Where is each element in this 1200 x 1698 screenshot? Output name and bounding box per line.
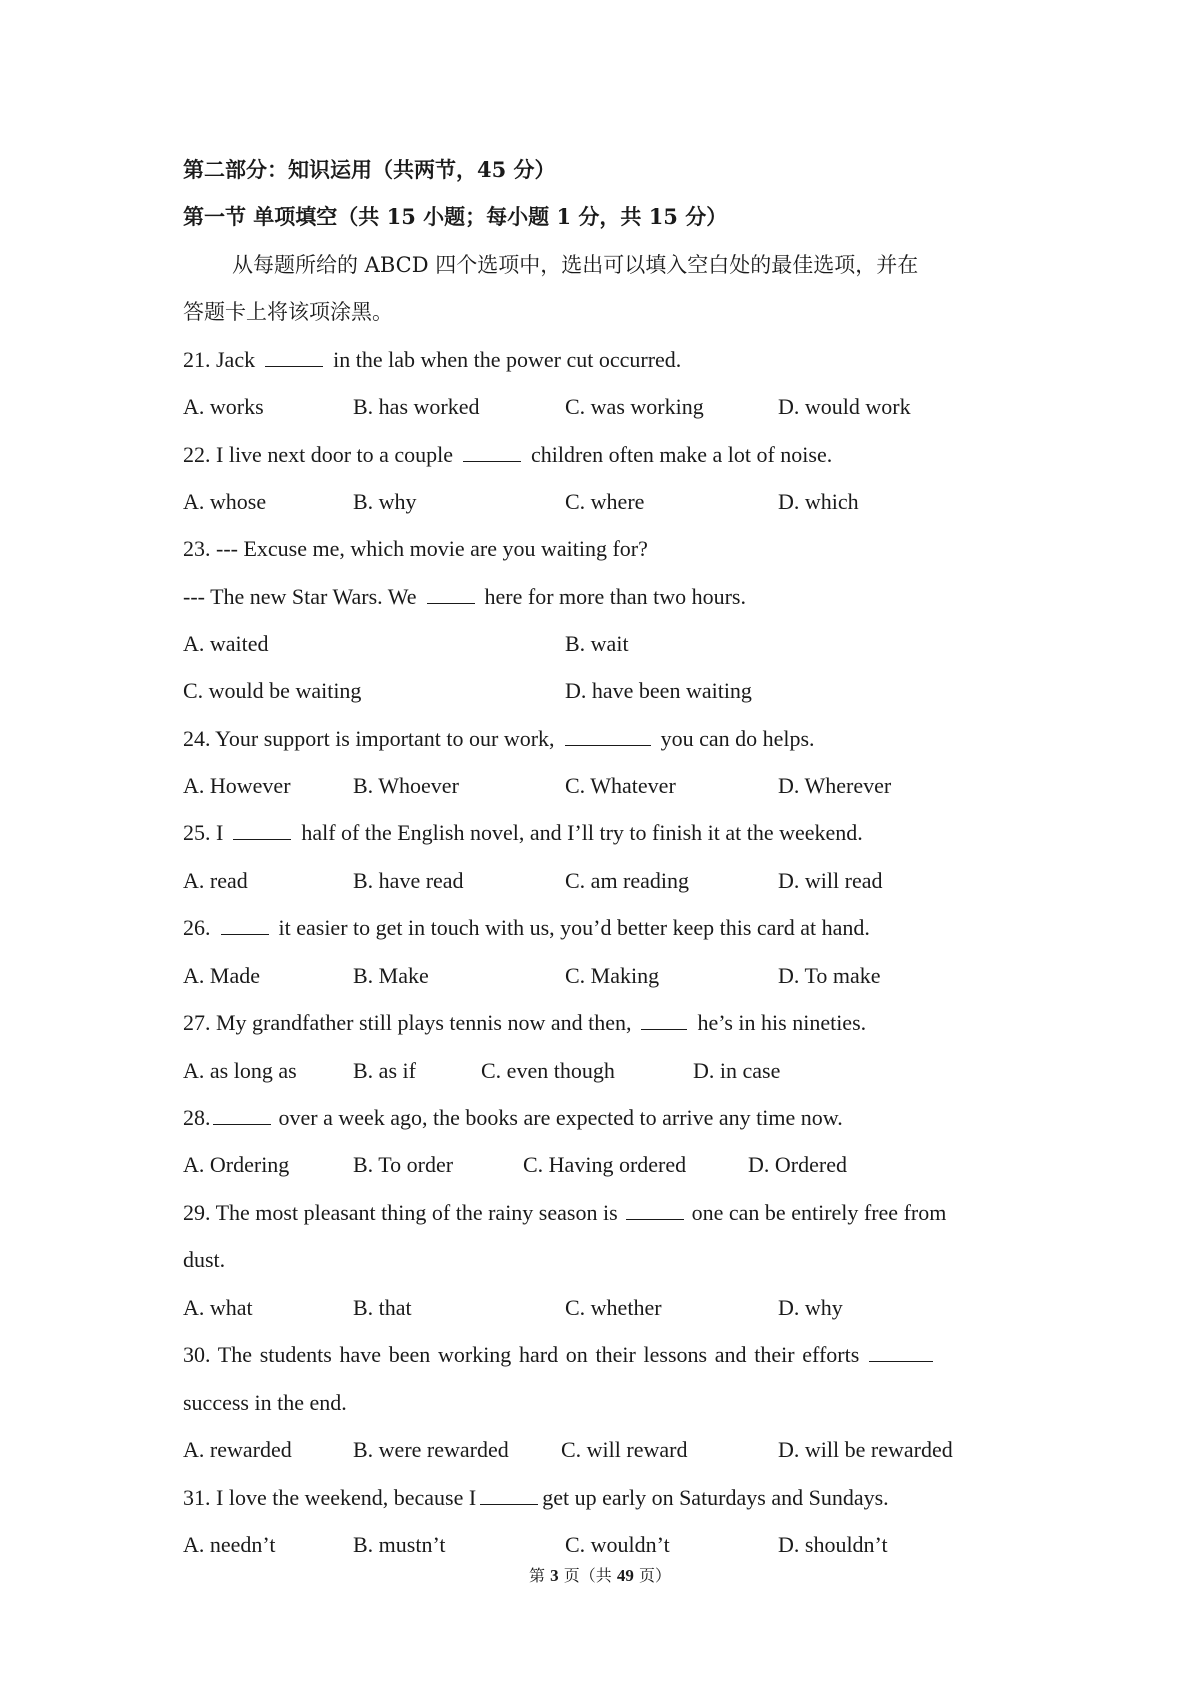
question-31 — [183, 1483, 889, 1513]
answer-blank[interactable] — [480, 1484, 538, 1505]
question-text: 22. I live next door to a couple — [183, 442, 454, 467]
answer-blank[interactable] — [463, 441, 521, 462]
question-29-cont: dust. — [183, 1247, 226, 1272]
question-text: 26. — [183, 915, 211, 940]
option-c[interactable]: C. Whatever — [565, 773, 676, 798]
option-d[interactable]: D. Ordered — [748, 1152, 847, 1177]
question-text: 28. — [183, 1105, 211, 1130]
option-b[interactable]: B. wait — [565, 631, 629, 656]
option-b[interactable]: B. has worked — [353, 394, 480, 419]
option-a[interactable]: A. as long as — [183, 1058, 297, 1083]
footer-text: 页） — [638, 1566, 671, 1585]
part-title: 第二部分：知识运用（共两节，45 分） — [183, 157, 556, 182]
question-text: over a week ago, the books are expected to arrive any time now. — [278, 1105, 843, 1130]
question-text: 29. The most pleasant thing of the rainy season is — [183, 1200, 618, 1225]
option-a[interactable]: A. Made — [183, 963, 260, 988]
question-28 — [183, 1103, 843, 1133]
option-c[interactable]: C. even though — [481, 1058, 615, 1083]
option-a[interactable]: A. needn’t — [183, 1532, 276, 1557]
option-a[interactable]: A. waited — [183, 631, 269, 656]
option-c[interactable]: C. was working — [565, 394, 704, 419]
option-c[interactable]: C. would be waiting — [183, 678, 362, 703]
option-c[interactable]: C. Having ordered — [523, 1152, 687, 1177]
option-c[interactable]: C. will reward — [561, 1437, 688, 1462]
answer-blank[interactable] — [265, 346, 323, 367]
option-b[interactable]: B. Whoever — [353, 773, 459, 798]
option-c[interactable]: C. where — [565, 489, 645, 514]
option-a[interactable]: A. works — [183, 394, 264, 419]
question-text: 30. The students have been working hard on their lessons and their efforts — [183, 1342, 860, 1367]
option-a[interactable]: A. However — [183, 773, 291, 798]
option-b[interactable]: B. To order — [353, 1152, 454, 1177]
question-text: 24. Your support is important to our work, — [183, 726, 555, 751]
option-c[interactable]: C. Making — [565, 963, 660, 988]
question-text: he’s in his nineties. — [697, 1010, 867, 1035]
answer-blank[interactable] — [427, 583, 475, 604]
question-text: half of the English novel, and I’ll try to finish it at the weekend. — [301, 820, 863, 845]
option-d[interactable]: D. shouldn’t — [778, 1532, 888, 1557]
option-d[interactable]: D. To make — [778, 963, 881, 988]
question-text: children often make a lot of noise. — [531, 442, 833, 467]
question-text: 31. I love the weekend, because I — [183, 1485, 477, 1510]
option-d[interactable]: D. in case — [693, 1058, 781, 1083]
option-d[interactable]: D. which — [778, 489, 859, 514]
question-26 — [183, 913, 870, 943]
option-b[interactable]: B. that — [353, 1295, 412, 1320]
question-text: get up early on Saturdays and Sundays. — [542, 1485, 889, 1510]
option-c[interactable]: C. whether — [565, 1295, 662, 1320]
question-25 — [183, 818, 863, 848]
option-d[interactable]: D. would work — [778, 394, 911, 419]
question-text: it easier to get in touch with us, you’d better keep this card at hand. — [278, 915, 870, 940]
question-21 — [183, 345, 681, 375]
option-c[interactable]: C. am reading — [565, 868, 690, 893]
option-b[interactable]: B. were rewarded — [353, 1437, 509, 1462]
question-text: in the lab when the power cut occurred. — [333, 347, 682, 372]
answer-blank[interactable] — [641, 1009, 687, 1030]
option-d[interactable]: D. Wherever — [778, 773, 892, 798]
option-b[interactable]: B. Make — [353, 963, 429, 988]
question-22 — [183, 440, 832, 470]
footer-text: 页（共 — [563, 1566, 612, 1585]
option-b[interactable]: B. why — [353, 489, 417, 514]
option-d[interactable]: D. will be rewarded — [778, 1437, 953, 1462]
instructions-line-2: 答题卡上将该项涂黑。 — [183, 300, 393, 324]
page-number: 3 — [550, 1566, 559, 1585]
question-24 — [183, 724, 815, 754]
option-a[interactable]: A. Ordering — [183, 1152, 290, 1177]
question-30-cont: success in the end. — [183, 1390, 347, 1415]
option-d[interactable]: D. will read — [778, 868, 883, 893]
option-d[interactable]: D. why — [778, 1295, 843, 1320]
option-b[interactable]: B. have read — [353, 868, 464, 893]
question-text: here for more than two hours. — [484, 584, 746, 609]
answer-blank[interactable] — [565, 725, 651, 746]
question-text: 25. I — [183, 820, 224, 845]
question-text: --- The new Star Wars. We — [183, 584, 417, 609]
option-a[interactable]: A. whose — [183, 489, 267, 514]
instructions-line-1: 从每题所给的 ABCD 四个选项中，选出可以填入空白处的最佳选项，并在 — [232, 253, 919, 277]
answer-blank[interactable] — [213, 1104, 271, 1125]
question-text: 21. Jack — [183, 347, 256, 372]
footer-text: 第 — [529, 1566, 546, 1585]
option-a[interactable]: A. what — [183, 1295, 253, 1320]
option-a[interactable]: A. read — [183, 868, 248, 893]
question-text: one can be entirely free from — [691, 1200, 947, 1225]
answer-blank[interactable] — [626, 1199, 684, 1220]
question-23-reply — [183, 582, 746, 612]
page-footer — [0, 1563, 1200, 1586]
answer-blank[interactable] — [221, 914, 269, 935]
option-d[interactable]: D. have been waiting — [565, 678, 752, 703]
question-text: you can do helps. — [660, 726, 815, 751]
answer-blank[interactable] — [233, 819, 291, 840]
question-30 — [183, 1340, 933, 1370]
page-total: 49 — [616, 1566, 634, 1585]
question-27 — [183, 1008, 866, 1038]
answer-blank[interactable] — [869, 1341, 933, 1362]
option-b[interactable]: B. as if — [353, 1058, 416, 1083]
option-b[interactable]: B. mustn’t — [353, 1532, 446, 1557]
question-23: 23. --- Excuse me, which movie are you waiting for? — [183, 536, 648, 561]
option-c[interactable]: C. wouldn’t — [565, 1532, 670, 1557]
section-title: 第一节 单项填空（共 15 小题；每小题 1 分，共 15 分） — [183, 204, 728, 229]
question-29 — [183, 1198, 946, 1228]
question-text: 27. My grandfather still plays tennis now and then, — [183, 1010, 632, 1035]
option-a[interactable]: A. rewarded — [183, 1437, 292, 1462]
